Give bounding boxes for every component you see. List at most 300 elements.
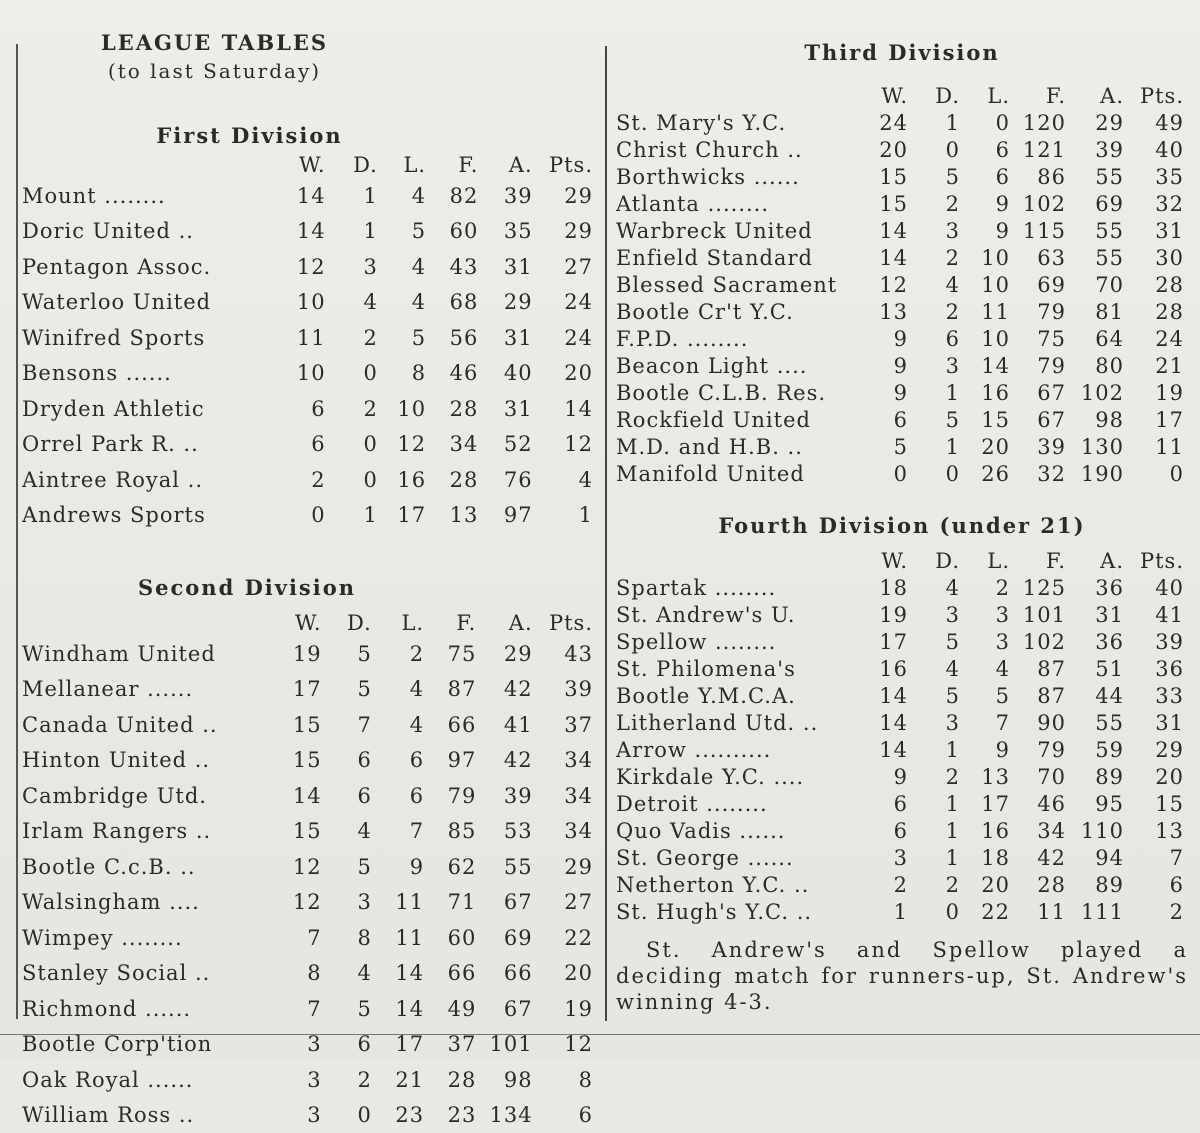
stat-f: 102 xyxy=(1014,190,1070,217)
table-row xyxy=(616,136,1188,163)
table-row xyxy=(22,885,597,921)
stat-l: 23 xyxy=(376,1098,428,1133)
stat-pts: 28 xyxy=(1128,298,1188,325)
column-header-d: D. xyxy=(912,83,964,109)
team-name: Irlam Rangers .. xyxy=(22,814,273,850)
stat-a: 76 xyxy=(482,462,536,498)
stat-a: 101 xyxy=(480,1027,536,1063)
column-header-l: L. xyxy=(376,610,428,636)
stat-l: 12 xyxy=(382,427,430,463)
stat-f: 71 xyxy=(428,885,480,921)
stat-w: 8 xyxy=(273,956,325,992)
column-header-f: F. xyxy=(430,152,482,178)
stat-d: 4 xyxy=(912,574,964,601)
table-row xyxy=(22,849,597,885)
stat-d: 1 xyxy=(330,178,382,214)
stat-pts: 37 xyxy=(537,707,597,743)
stat-l: 17 xyxy=(382,498,430,534)
stat-w: 11 xyxy=(281,320,329,356)
table-row xyxy=(616,817,1188,844)
team-name: Rockfield United xyxy=(616,406,868,433)
stat-a: 42 xyxy=(480,743,536,779)
stat-pts: 31 xyxy=(1128,217,1188,244)
stat-a: 35 xyxy=(482,214,536,250)
stat-d: 6 xyxy=(912,325,964,352)
team-name: Winifred Sports xyxy=(22,320,281,356)
stat-a: 66 xyxy=(480,956,536,992)
stat-d: 2 xyxy=(912,298,964,325)
team-name: St. Philomena's xyxy=(616,655,868,682)
stat-l: 16 xyxy=(964,817,1014,844)
table-row xyxy=(22,1098,597,1133)
stat-a: 134 xyxy=(480,1098,536,1133)
left-column xyxy=(22,30,597,1133)
stat-f: 13 xyxy=(430,498,482,534)
column-header-w: W. xyxy=(281,152,329,178)
column-header-f: F. xyxy=(1014,548,1070,574)
team-name: Christ Church .. xyxy=(616,136,868,163)
stat-f: 79 xyxy=(1014,736,1070,763)
stat-d: 2 xyxy=(912,871,964,898)
stat-a: 95 xyxy=(1070,790,1128,817)
stat-a: 55 xyxy=(1070,244,1128,271)
table-row xyxy=(616,325,1188,352)
stat-f: 28 xyxy=(430,462,482,498)
stat-f: 66 xyxy=(428,707,480,743)
stat-f: 120 xyxy=(1014,109,1070,136)
stat-pts: 39 xyxy=(537,672,597,708)
column-header-l: L. xyxy=(964,548,1014,574)
team-column-header xyxy=(22,610,273,636)
stat-l: 16 xyxy=(964,379,1014,406)
table-row xyxy=(616,709,1188,736)
stat-l: 14 xyxy=(376,991,428,1027)
stat-a: 89 xyxy=(1070,763,1128,790)
stat-w: 7 xyxy=(273,991,325,1027)
stat-d: 4 xyxy=(912,271,964,298)
stat-d: 5 xyxy=(326,991,376,1027)
stat-a: 55 xyxy=(1070,163,1128,190)
stat-w: 6 xyxy=(868,406,912,433)
stat-l: 14 xyxy=(376,956,428,992)
team-name: Kirkdale Y.C. .... xyxy=(616,763,868,790)
stat-a: 39 xyxy=(482,178,536,214)
stat-w: 15 xyxy=(273,743,325,779)
table-row xyxy=(616,682,1188,709)
stat-a: 67 xyxy=(480,991,536,1027)
stat-d: 4 xyxy=(912,655,964,682)
team-name: Bensons ...... xyxy=(22,356,281,392)
stat-f: 79 xyxy=(1014,352,1070,379)
stat-w: 17 xyxy=(273,672,325,708)
first-division-table xyxy=(22,152,597,533)
team-name: Bootle Cr't Y.C. xyxy=(616,298,868,325)
stat-a: 31 xyxy=(482,391,536,427)
stat-w: 24 xyxy=(868,109,912,136)
stat-l: 4 xyxy=(376,672,428,708)
stat-pts: 36 xyxy=(1128,655,1188,682)
stat-d: 6 xyxy=(326,1027,376,1063)
stat-l: 0 xyxy=(964,109,1014,136)
stat-f: 79 xyxy=(1014,298,1070,325)
stat-a: 52 xyxy=(482,427,536,463)
table-row xyxy=(22,498,597,534)
table-row xyxy=(22,1027,597,1063)
table-row xyxy=(616,898,1188,925)
stat-f: 87 xyxy=(1014,682,1070,709)
stat-pts: 29 xyxy=(537,849,597,885)
stat-d: 0 xyxy=(912,898,964,925)
table-row xyxy=(22,320,597,356)
stat-pts: 0 xyxy=(1128,460,1188,487)
stat-a: 70 xyxy=(1070,271,1128,298)
stat-l: 6 xyxy=(964,136,1014,163)
team-name: Dryden Athletic xyxy=(22,391,281,427)
third-division-table xyxy=(616,83,1188,487)
stat-l: 17 xyxy=(964,790,1014,817)
stat-pts: 12 xyxy=(537,1027,597,1063)
stat-a: 44 xyxy=(1070,682,1128,709)
stat-pts: 2 xyxy=(1128,898,1188,925)
team-name: Bootle C.L.B. Res. xyxy=(616,379,868,406)
table-body xyxy=(22,610,597,1133)
stat-d: 3 xyxy=(912,709,964,736)
stat-w: 19 xyxy=(868,601,912,628)
stat-l: 15 xyxy=(964,406,1014,433)
team-name: Bootle Y.M.C.A. xyxy=(616,682,868,709)
stat-f: 125 xyxy=(1014,574,1070,601)
column-header-a: A. xyxy=(480,610,536,636)
stat-pts: 24 xyxy=(537,320,597,356)
stat-f: 28 xyxy=(428,1062,480,1098)
stat-w: 3 xyxy=(273,1027,325,1063)
stat-pts: 15 xyxy=(1128,790,1188,817)
stat-d: 6 xyxy=(326,743,376,779)
stat-a: 69 xyxy=(480,920,536,956)
stat-pts: 27 xyxy=(537,249,597,285)
stat-d: 3 xyxy=(330,249,382,285)
stat-l: 4 xyxy=(382,178,430,214)
stat-a: 40 xyxy=(482,356,536,392)
stat-d: 5 xyxy=(912,163,964,190)
stat-a: 59 xyxy=(1070,736,1128,763)
stat-pts: 40 xyxy=(1128,136,1188,163)
stat-a: 39 xyxy=(1070,136,1128,163)
table-row xyxy=(616,163,1188,190)
stat-w: 13 xyxy=(868,298,912,325)
stat-w: 15 xyxy=(868,163,912,190)
stat-w: 6 xyxy=(868,817,912,844)
column-header-w: W. xyxy=(868,83,912,109)
team-name: Canada United .. xyxy=(22,707,273,743)
stat-a: 29 xyxy=(1070,109,1128,136)
stat-a: 97 xyxy=(482,498,536,534)
stat-l: 4 xyxy=(376,707,428,743)
stat-d: 0 xyxy=(330,427,382,463)
table-row xyxy=(616,433,1188,460)
stat-w: 15 xyxy=(868,190,912,217)
team-name: Andrews Sports xyxy=(22,498,281,534)
team-name: Atlanta ........ xyxy=(616,190,868,217)
stat-l: 14 xyxy=(964,352,1014,379)
table-row xyxy=(22,1062,597,1098)
division-heading-fourth: Fourth Division (under 21) xyxy=(616,513,1188,538)
team-name: Manifold United xyxy=(616,460,868,487)
table-row xyxy=(22,356,597,392)
stat-a: 69 xyxy=(1070,190,1128,217)
stat-f: 87 xyxy=(428,672,480,708)
stat-a: 111 xyxy=(1070,898,1128,925)
stat-d: 5 xyxy=(912,406,964,433)
stat-pts: 8 xyxy=(537,1062,597,1098)
stat-pts: 49 xyxy=(1128,109,1188,136)
stat-d: 0 xyxy=(912,136,964,163)
team-name: Stanley Social .. xyxy=(22,956,273,992)
stat-f: 67 xyxy=(1014,406,1070,433)
stat-w: 19 xyxy=(273,636,325,672)
stat-l: 4 xyxy=(964,655,1014,682)
stat-pts: 6 xyxy=(537,1098,597,1133)
table-row xyxy=(22,214,597,250)
stat-w: 6 xyxy=(281,427,329,463)
table-row xyxy=(22,778,597,814)
stat-pts: 34 xyxy=(537,814,597,850)
stat-l: 9 xyxy=(964,736,1014,763)
table-row xyxy=(616,109,1188,136)
stat-a: 36 xyxy=(1070,628,1128,655)
table-body xyxy=(616,548,1188,925)
table-row xyxy=(616,871,1188,898)
column-header-row xyxy=(22,610,597,636)
team-name: Bootle C.c.B. .. xyxy=(22,849,273,885)
stat-l: 4 xyxy=(382,249,430,285)
stat-w: 10 xyxy=(281,285,329,321)
table-row xyxy=(616,628,1188,655)
stat-f: 34 xyxy=(1014,817,1070,844)
team-name: Spellow ........ xyxy=(616,628,868,655)
division-heading-second: Second Division xyxy=(0,575,597,600)
stat-pts: 40 xyxy=(1128,574,1188,601)
division-heading-first: First Division xyxy=(0,123,597,148)
table-row xyxy=(22,427,597,463)
stat-f: 90 xyxy=(1014,709,1070,736)
stat-d: 2 xyxy=(912,190,964,217)
column-header-d: D. xyxy=(326,610,376,636)
stat-w: 9 xyxy=(868,379,912,406)
team-name: Hinton United .. xyxy=(22,743,273,779)
team-name: M.D. and H.B. .. xyxy=(616,433,868,460)
stat-d: 2 xyxy=(912,244,964,271)
column-header-d: D. xyxy=(912,548,964,574)
stat-l: 11 xyxy=(376,885,428,921)
team-name: Spartak ........ xyxy=(616,574,868,601)
table-row xyxy=(616,217,1188,244)
stat-w: 3 xyxy=(273,1098,325,1133)
stat-d: 3 xyxy=(326,885,376,921)
stat-d: 5 xyxy=(326,636,376,672)
table-row xyxy=(616,406,1188,433)
stat-f: 39 xyxy=(1014,433,1070,460)
stat-d: 3 xyxy=(912,352,964,379)
table-row xyxy=(616,655,1188,682)
stat-w: 2 xyxy=(281,462,329,498)
stat-f: 102 xyxy=(1014,628,1070,655)
table-row xyxy=(616,763,1188,790)
stat-d: 1 xyxy=(912,817,964,844)
stat-w: 14 xyxy=(281,214,329,250)
table-row xyxy=(616,271,1188,298)
stat-a: 41 xyxy=(480,707,536,743)
stat-d: 4 xyxy=(330,285,382,321)
table-row xyxy=(22,743,597,779)
stat-f: 82 xyxy=(430,178,482,214)
stat-pts: 24 xyxy=(1128,325,1188,352)
stat-pts: 11 xyxy=(1128,433,1188,460)
stat-pts: 21 xyxy=(1128,352,1188,379)
stat-pts: 43 xyxy=(537,636,597,672)
team-name: Warbreck United xyxy=(616,217,868,244)
column-header-d: D. xyxy=(330,152,382,178)
table-row xyxy=(616,460,1188,487)
stat-pts: 39 xyxy=(1128,628,1188,655)
stat-l: 9 xyxy=(376,849,428,885)
stat-w: 6 xyxy=(281,391,329,427)
page-subtitle: (to last Saturday) xyxy=(0,59,597,83)
stat-pts: 22 xyxy=(537,920,597,956)
stat-f: 121 xyxy=(1014,136,1070,163)
stat-a: 39 xyxy=(480,778,536,814)
table-row xyxy=(22,462,597,498)
stat-w: 15 xyxy=(273,814,325,850)
stat-l: 5 xyxy=(964,682,1014,709)
column-header-f: F. xyxy=(428,610,480,636)
stat-l: 20 xyxy=(964,433,1014,460)
stat-pts: 29 xyxy=(537,214,597,250)
table-row xyxy=(616,298,1188,325)
team-name: Borthwicks ...... xyxy=(616,163,868,190)
stat-pts: 12 xyxy=(537,427,597,463)
column-header-f: F. xyxy=(1014,83,1070,109)
stat-d: 7 xyxy=(326,707,376,743)
stat-f: 62 xyxy=(428,849,480,885)
stat-f: 101 xyxy=(1014,601,1070,628)
team-name: Blessed Sacrament xyxy=(616,271,868,298)
team-column-header xyxy=(616,83,868,109)
stat-f: 43 xyxy=(430,249,482,285)
stat-d: 5 xyxy=(912,682,964,709)
stat-f: 75 xyxy=(1014,325,1070,352)
stat-a: 55 xyxy=(1070,709,1128,736)
column-header-a: A. xyxy=(1070,83,1128,109)
column-header-pts: Pts. xyxy=(537,610,597,636)
stat-w: 14 xyxy=(868,709,912,736)
footnote: St. Andrew's and Spellow played a deciding match for runners-up, St. Andrew's winning 4-3. xyxy=(616,937,1188,1015)
stat-l: 3 xyxy=(964,628,1014,655)
stat-l: 21 xyxy=(376,1062,428,1098)
stat-pts: 20 xyxy=(537,956,597,992)
stat-l: 5 xyxy=(382,214,430,250)
stat-f: 46 xyxy=(1014,790,1070,817)
team-name: Wimpey ........ xyxy=(22,920,273,956)
stat-w: 9 xyxy=(868,325,912,352)
stat-w: 12 xyxy=(273,849,325,885)
team-name: Arrow .......... xyxy=(616,736,868,763)
fourth-division-table xyxy=(616,548,1188,925)
table-row xyxy=(616,379,1188,406)
stat-f: 46 xyxy=(430,356,482,392)
division-heading-third: Third Division xyxy=(616,40,1188,65)
stat-a: 190 xyxy=(1070,460,1128,487)
stat-d: 4 xyxy=(326,814,376,850)
stat-a: 94 xyxy=(1070,844,1128,871)
stat-d: 2 xyxy=(330,320,382,356)
stat-d: 8 xyxy=(326,920,376,956)
column-header-w: W. xyxy=(868,548,912,574)
stat-d: 2 xyxy=(330,391,382,427)
team-name: Oak Royal ...... xyxy=(22,1062,273,1098)
stat-d: 3 xyxy=(912,217,964,244)
stat-a: 81 xyxy=(1070,298,1128,325)
stat-f: 87 xyxy=(1014,655,1070,682)
stat-l: 20 xyxy=(964,871,1014,898)
table-row xyxy=(616,601,1188,628)
stat-l: 10 xyxy=(964,325,1014,352)
stat-d: 0 xyxy=(912,460,964,487)
team-name: Windham United xyxy=(22,636,273,672)
column-header-row xyxy=(616,83,1188,109)
table-row xyxy=(616,844,1188,871)
team-name: Enfield Standard xyxy=(616,244,868,271)
team-name: Doric United .. xyxy=(22,214,281,250)
stat-w: 1 xyxy=(868,898,912,925)
stat-a: 29 xyxy=(480,636,536,672)
stat-f: 68 xyxy=(430,285,482,321)
stat-w: 14 xyxy=(273,778,325,814)
stat-a: 55 xyxy=(1070,217,1128,244)
stat-l: 18 xyxy=(964,844,1014,871)
stat-pts: 30 xyxy=(1128,244,1188,271)
stat-f: 28 xyxy=(1014,871,1070,898)
stat-w: 3 xyxy=(868,844,912,871)
table-row xyxy=(22,707,597,743)
left-column-rule xyxy=(16,44,18,1019)
stat-f: 49 xyxy=(428,991,480,1027)
table-row xyxy=(22,991,597,1027)
stat-l: 10 xyxy=(964,244,1014,271)
stat-d: 5 xyxy=(912,628,964,655)
table-row xyxy=(616,736,1188,763)
stat-w: 9 xyxy=(868,763,912,790)
column-header-l: L. xyxy=(964,83,1014,109)
stat-f: 32 xyxy=(1014,460,1070,487)
stat-f: 56 xyxy=(430,320,482,356)
stat-pts: 35 xyxy=(1128,163,1188,190)
table-row xyxy=(616,790,1188,817)
stat-w: 16 xyxy=(868,655,912,682)
stat-f: 86 xyxy=(1014,163,1070,190)
stat-w: 20 xyxy=(868,136,912,163)
stat-d: 0 xyxy=(330,462,382,498)
stat-pts: 17 xyxy=(1128,406,1188,433)
team-name: Richmond ...... xyxy=(22,991,273,1027)
stat-f: 85 xyxy=(428,814,480,850)
stat-pts: 31 xyxy=(1128,709,1188,736)
stat-f: 42 xyxy=(1014,844,1070,871)
stat-l: 10 xyxy=(964,271,1014,298)
stat-f: 67 xyxy=(1014,379,1070,406)
stat-a: 80 xyxy=(1070,352,1128,379)
team-name: Quo Vadis ...... xyxy=(616,817,868,844)
